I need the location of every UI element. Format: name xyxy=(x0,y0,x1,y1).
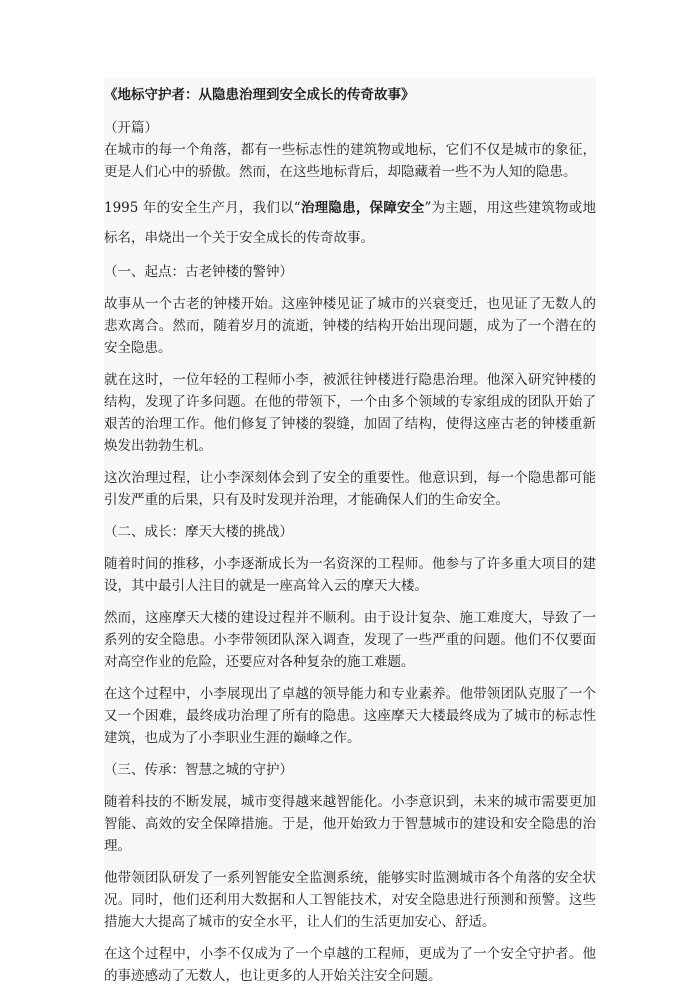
section-2-paragraph-2: 然而，这座摩天大楼的建设过程并不顺利。由于设计复杂、施工难度大，导致了一系列的安全隐患。小李带领团队深入调查，发现了一些严重的问题。他们不仅要面对高空作业的危险，还要应对各种复杂的施工难题。 xyxy=(104,610,596,670)
opening-paragraph-2 xyxy=(104,193,596,253)
section-1-paragraph-1: 故事从一个古老的钟楼开始。这座钟楼见证了城市的兴衰变迁，也见证了无数人的悲欢离合。然而，随着岁月的流逝，钟楼的结构开始出现问题，成为了一个潜在的安全隐患。 xyxy=(104,296,596,356)
document-title: 《地标守护者：从隐患治理到安全成长的传奇故事》 xyxy=(104,87,415,103)
opening-p2-prefix: 1995 年的安全生产月，我们以“ xyxy=(104,200,301,216)
section-3-paragraph-1: 随着科技的不断发展，城市变得越来越智能化。小李意识到，未来的城市需要更加智能、高效的安全保障措施。于是，他开始致力于智慧城市的建设和安全隐患的治理。 xyxy=(104,794,596,854)
section-3-heading: （三、传承：智慧之城的守护） xyxy=(104,762,293,778)
section-2-heading: （二、成长：摩天大楼的挑战） xyxy=(104,524,293,540)
opening-p2-suffix: ”为主题，用这些建筑物或地标名，串烧出一个关于安全成长的传奇故事。 xyxy=(104,200,596,246)
opening-label: （开篇） xyxy=(104,120,158,136)
section-2-paragraph-3: 在这个过程中，小李展现出了卓越的领导能力和专业素养。他带领团队克服了一个又一个困难，最终成功治理了所有的隐患。这座摩天大楼最终成为了城市的标志性建筑，也成为了小李职业生涯的巅峰之作。 xyxy=(104,686,596,746)
opening-p2-theme: 治理隐患，保障安全 xyxy=(300,200,425,216)
section-2-paragraph-1: 随着时间的推移，小李逐渐成长为一名资深的工程师。他参与了许多重大项目的建设，其中最引人注目的就是一座高耸入云的摩天大楼。 xyxy=(104,556,596,594)
section-1-paragraph-2: 就在这时，一位年轻的工程师小李，被派往钟楼进行隐患治理。他深入研究钟楼的结构，发现了许多问题。在他的带领下，一个由多个领域的专家组成的团队开始了艰苦的治理工作。他们修复了钟楼的裂缝，加固了结构，使得这座古老的钟楼重新焕发出勃勃生机。 xyxy=(104,372,596,454)
document-body xyxy=(104,84,596,997)
section-3-paragraph-2: 他带领团队研发了一系列智能安全监测系统，能够实时监测城市各个角落的安全状况。同时，他们还利用大数据和人工智能技术，对安全隐患进行预测和预警。这些措施大大提高了城市的安全水平，让人们的生活更加安心、舒适。 xyxy=(104,870,596,930)
opening-paragraph-1: 在城市的每一个角落，都有一些标志性的建筑物或地标，它们不仅是城市的象征，更是人们心中的骄傲。然而，在这些地标背后，却隐藏着一些不为人知的隐患。 xyxy=(104,142,596,180)
section-1-heading: （一、起点：古老钟楼的警钟） xyxy=(104,264,293,280)
section-1-paragraph-3: 这次治理过程，让小李深刻体会到了安全的重要性。他意识到，每一个隐患都可能引发严重的后果，只有及时发现并治理，才能确保人们的生命安全。 xyxy=(104,470,596,508)
section-3-paragraph-3: 在这个过程中，小李不仅成为了一个卓越的工程师，更成为了一个安全守护者。他的事迹感动了无数人，也让更多的人开始关注安全问题。 xyxy=(104,946,596,984)
